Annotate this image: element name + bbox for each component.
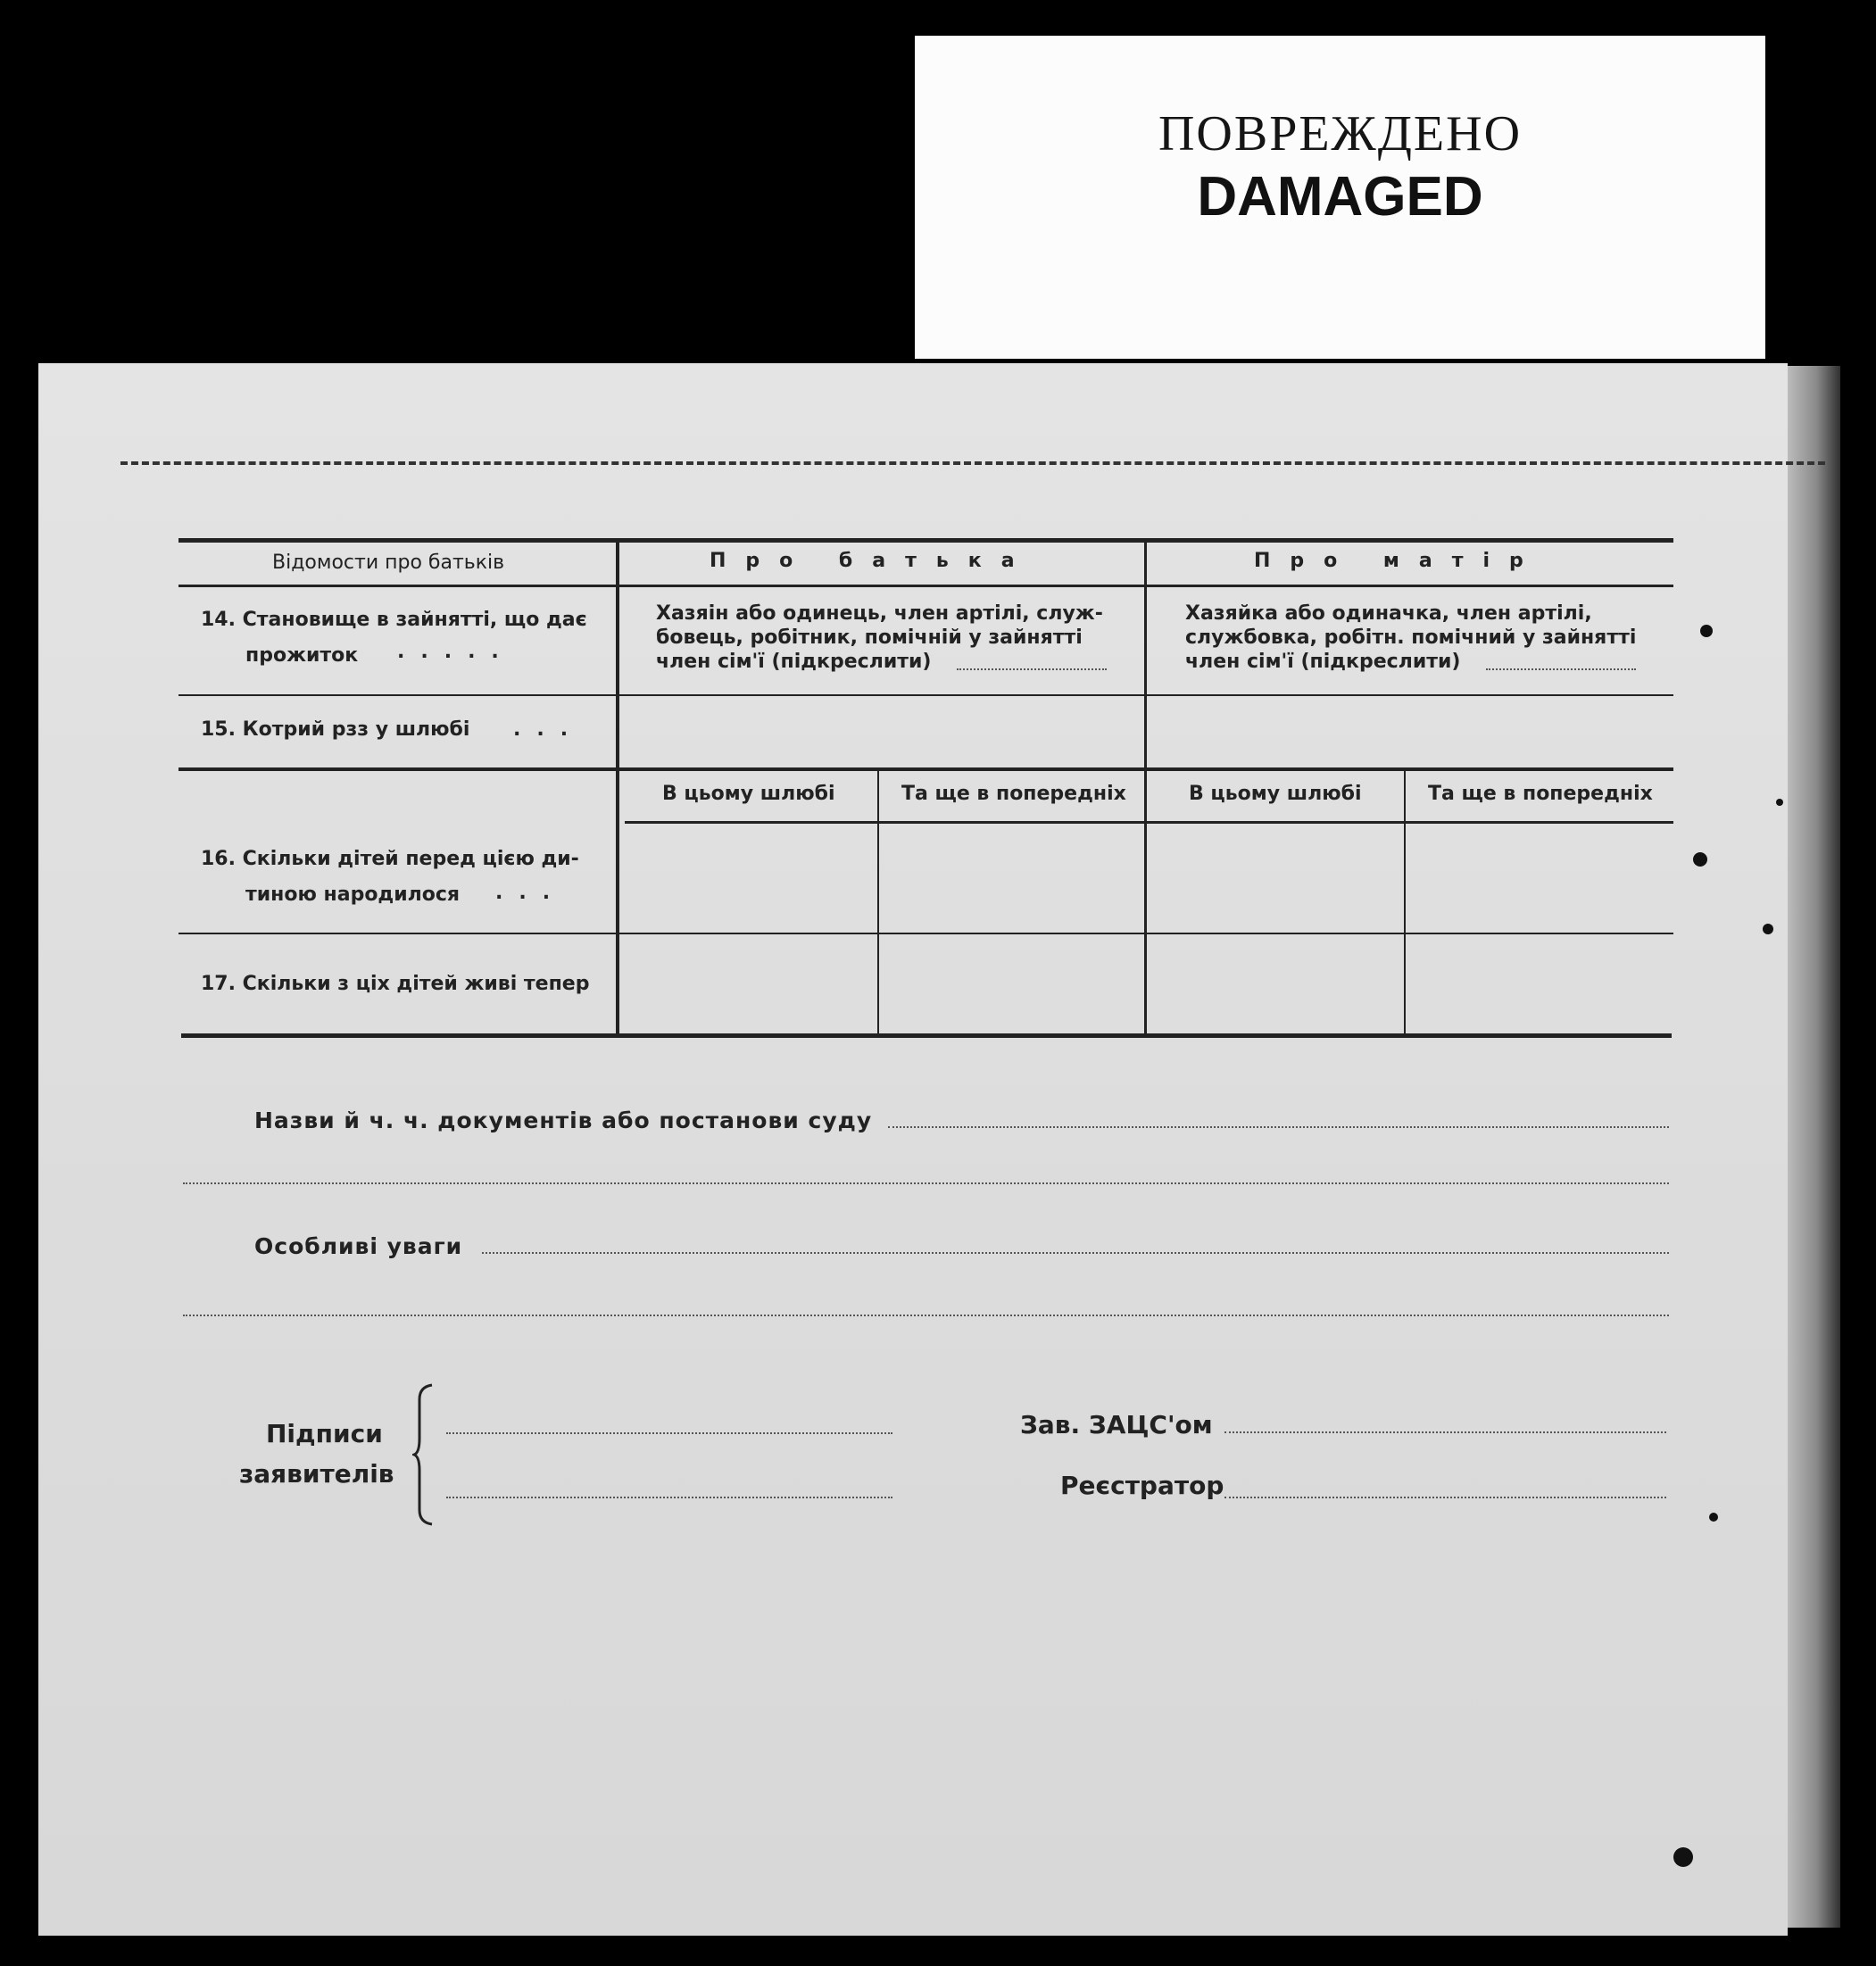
remarks-fill-line-1[interactable] bbox=[482, 1252, 1669, 1254]
applicants-signatures-label-line2: заявителів bbox=[239, 1459, 394, 1489]
parents-divider bbox=[1144, 542, 1147, 1035]
mother-occupation-line2: службовка, робітн. помічний у зайнятті bbox=[1185, 626, 1637, 649]
row16-label-line1: 16. Скільки дітей перед цією ди- bbox=[201, 848, 579, 870]
damage-hole bbox=[1673, 1847, 1693, 1867]
damage-hole bbox=[1700, 625, 1713, 637]
head-of-registry-signature-line[interactable] bbox=[1224, 1431, 1666, 1433]
registrar-signature-line[interactable] bbox=[1224, 1497, 1666, 1498]
father-children-alive-prev-cell[interactable] bbox=[880, 935, 1143, 1032]
row15-label: 15. Котрий рзз у шлюбі bbox=[201, 718, 470, 741]
row14-label-line2: прожиток bbox=[245, 644, 359, 667]
applicants-signatures-label-line1: Підписи bbox=[266, 1419, 383, 1448]
sheet-edge bbox=[1781, 366, 1840, 1928]
document-sheet bbox=[38, 363, 1788, 1936]
mother-subcol-divider bbox=[1404, 769, 1406, 1035]
mother-children-born-prev-cell[interactable] bbox=[1407, 825, 1673, 932]
col1-border bbox=[616, 542, 619, 1035]
damaged-label-russian: ПОВРЕЖДЕНО bbox=[1158, 106, 1523, 162]
mother-children-born-this-cell[interactable] bbox=[1148, 825, 1403, 932]
row14-label-line1: 14. Становище в зайнятті, що дає bbox=[201, 609, 587, 631]
father-children-alive-this-cell[interactable] bbox=[620, 935, 876, 1032]
damage-hole bbox=[1709, 1513, 1718, 1522]
documents-label: Назви й ч. ч. документів або постанови суду bbox=[254, 1107, 873, 1133]
father-subcol-divider bbox=[877, 769, 879, 1035]
row14-divider bbox=[178, 694, 1673, 696]
damage-hole bbox=[1763, 924, 1773, 934]
mother-children-alive-this-cell[interactable] bbox=[1148, 935, 1403, 1032]
mother-this-marriage-header: В цьому шлюбі bbox=[1189, 783, 1362, 805]
father-children-born-prev-cell[interactable] bbox=[880, 825, 1143, 932]
father-marriage-count-cell[interactable] bbox=[620, 698, 1143, 767]
row17-label: 17. Скільки з ціх дітей живі тепер bbox=[201, 973, 590, 995]
row14-leader-dots: ..... bbox=[397, 641, 515, 663]
row16-divider bbox=[178, 933, 1673, 934]
header-parents-info: Відомости про батьків bbox=[272, 552, 505, 574]
applicant-signature-line-1[interactable] bbox=[446, 1432, 892, 1434]
mother-previous-marriages-header: Та ще в попередніх bbox=[1428, 783, 1653, 805]
remarks-fill-line-2[interactable] bbox=[183, 1315, 1669, 1316]
father-occupation-line3: член сім'ї (підкреслити) bbox=[656, 651, 932, 673]
table-bottom-border bbox=[181, 1033, 1672, 1038]
mother-occupation-fill-line[interactable] bbox=[1486, 668, 1636, 670]
mother-children-alive-prev-cell[interactable] bbox=[1407, 935, 1673, 1032]
damaged-label-english: DAMAGED bbox=[1197, 166, 1483, 228]
father-this-marriage-header: В цьому шлюбі bbox=[662, 783, 835, 805]
header-mother: Про матір bbox=[1254, 550, 1543, 572]
remarks-label: Особливі уваги bbox=[254, 1233, 463, 1259]
father-children-born-this-cell[interactable] bbox=[620, 825, 876, 932]
father-occupation-line1: Хазяін або одинець, член артілі, служ- bbox=[656, 602, 1103, 625]
damage-hole bbox=[1776, 799, 1783, 806]
father-previous-marriages-header: Та ще в попередніх bbox=[901, 783, 1126, 805]
row15-leader-dots: ... bbox=[513, 718, 585, 741]
perforation-line bbox=[120, 461, 1825, 465]
registrar-label: Реєстратор bbox=[1060, 1471, 1224, 1500]
row16-label-line2: тиною народилося bbox=[245, 883, 461, 906]
damage-hole bbox=[1693, 852, 1707, 867]
header-father: Про батька bbox=[710, 550, 1034, 572]
mother-occupation-line3: член сім'ї (підкреслити) bbox=[1185, 651, 1461, 673]
documents-fill-line-1[interactable] bbox=[888, 1126, 1669, 1128]
damaged-label-card bbox=[915, 36, 1765, 359]
table-header-divider bbox=[178, 585, 1673, 587]
applicants-brace bbox=[412, 1383, 436, 1526]
subheader-divider bbox=[625, 821, 1673, 824]
head-of-registry-label: Зав. ЗАЦС'ом bbox=[1020, 1410, 1213, 1439]
row15-divider bbox=[178, 767, 1673, 771]
mother-occupation-line1: Хазяйка або одиначка, член артілі, bbox=[1185, 602, 1592, 625]
father-occupation-line2: бовець, робітник, помічній у зайнятті bbox=[656, 626, 1083, 649]
row16-leader-dots: ... bbox=[495, 882, 567, 904]
applicant-signature-line-2[interactable] bbox=[446, 1497, 892, 1498]
table-top-border bbox=[178, 538, 1673, 543]
documents-fill-line-2[interactable] bbox=[183, 1182, 1669, 1184]
mother-marriage-count-cell[interactable] bbox=[1148, 698, 1673, 767]
father-occupation-fill-line[interactable] bbox=[957, 668, 1107, 670]
